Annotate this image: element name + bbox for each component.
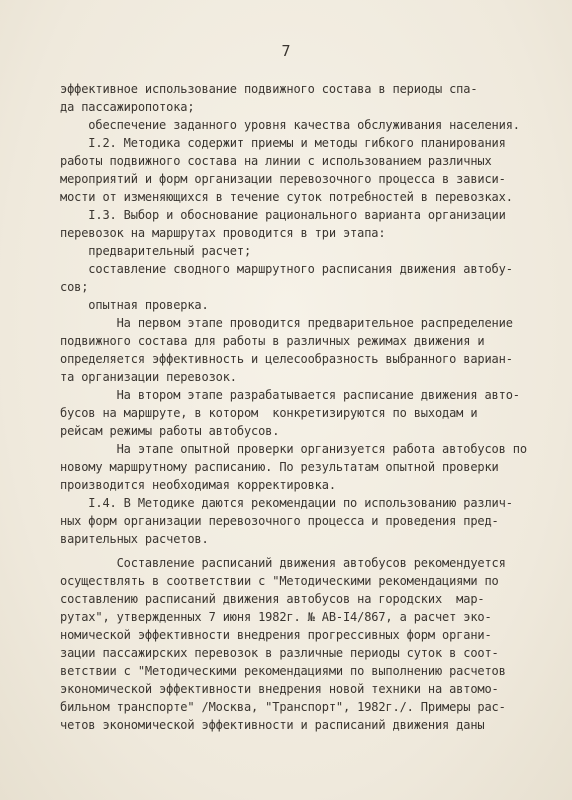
text-line: составлению расписаний движения автобусов на городских мар- [60,592,485,606]
text-line: I.4. В Методике даются рекомендации по использованию различ- [60,496,513,510]
text-line: производится необходимая корректировка. [60,478,336,492]
text-line: ветствии с "Методическими рекомендациями по выполнению расчетов [60,664,506,678]
text-line: экономической эффективности внедрения новой техники на автомо- [60,682,499,696]
text-line: работы подвижного состава на линии с использованием различных [60,154,492,168]
text-line: эффективное использование подвижного состава в периоды спа- [60,82,478,96]
text-line: бусов на маршруте, в котором конкретизируются по выходам и [60,406,478,420]
text-line: ных форм организации перевозочного процесса и проведения пред- [60,514,499,528]
text-line: предварительный расчет; [60,244,252,258]
text-line: рейсам режимы работы автобусов. [60,424,280,438]
text-line: составление сводного маршрутного расписания движения автобу- [60,262,513,276]
text-line: мероприятий и форм организации перевозочного процесса в зависи- [60,172,506,186]
body-text [60,80,530,734]
text-line: зации пассажирских перевозок в различные периоды суток в соот- [60,646,499,660]
text-line: опытная проверка. [60,298,209,312]
text-line: четов экономической эффективности и расписаний движения даны [60,718,485,732]
text-line: перевозок на маршрутах проводится в три этапа: [60,226,386,240]
text-line: номической эффективности внедрения прогрессивных форм органи- [60,628,492,642]
text-line: рутах", утвержденных 7 июня 1982г. № АВ-I4/867, а расчет эко- [60,610,492,624]
text-line: мости от изменяющихся в течение суток потребностей в перевозках. [60,190,513,204]
text-line: варительных расчетов. [60,532,209,546]
text-line: Составление расписаний движения автобусов рекомендуется [60,556,506,570]
text-line: осуществлять в соответствии с "Методическими рекомендациями по [60,574,499,588]
text-line: подвижного состава для работы в различных режимах движения и [60,334,485,348]
text-line: определяется эффективность и целесообразность выбранного вариан- [60,352,513,366]
text-line: На втором этапе разрабатывается расписание движения авто- [60,388,520,402]
text-line: да пассажиропотока; [60,100,195,114]
text-line: I.2. Методика содержит приемы и методы гибкого планирования [60,136,506,150]
text-line: бильном транспорте" /Москва, "Транспорт", 1982г./. Примеры рас- [60,700,506,714]
text-line: I.3. Выбор и обоснование рационального варианта организации [60,208,506,222]
text-line: новому маршрутному расписанию. По результатам опытной проверки [60,460,499,474]
text-line: та организации перевозок. [60,370,237,384]
text-line: На этапе опытной проверки организуется работа автобусов по [60,442,527,456]
text-line: На первом этапе проводится предварительное распределение [60,316,513,330]
text-line: сов; [60,280,89,294]
page-number: 7 [281,42,291,60]
text-line: обеспечение заданного уровня качества обслуживания населения. [60,118,520,132]
